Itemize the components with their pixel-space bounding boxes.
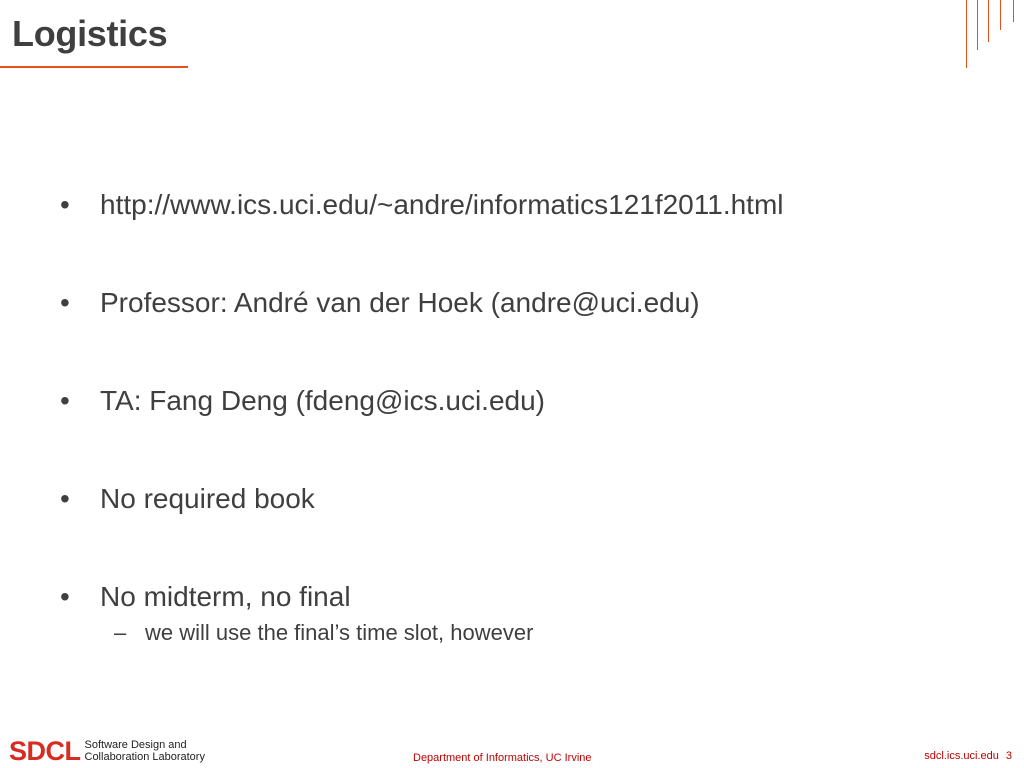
lab-name [85, 739, 205, 763]
slide-title: Logistics [12, 13, 168, 54]
decorative-line-4 [1000, 0, 1001, 30]
bullet-course-url: • http://www.ics.uci.edu/~andre/informatics121f2011.html [60, 184, 1000, 226]
sdcl-logo [9, 735, 205, 767]
department-label: Department of Informatics, UC Irvine [413, 752, 592, 764]
title-underline [0, 66, 188, 68]
decorative-line-3 [988, 0, 989, 42]
footer-right [924, 750, 1012, 762]
page-number: 3 [1005, 750, 1012, 762]
bullet-exams: • No midterm, no final [60, 576, 1000, 618]
lab-name-line-2: Collaboration Laboratory [84, 751, 205, 763]
decorative-line-1 [966, 0, 967, 68]
bullet-list [60, 184, 1000, 648]
lab-name-line-1: Software Design and [84, 739, 187, 751]
sub-bullet-final-slot: – we will use the final’s time slot, however [100, 618, 1000, 648]
bullet-ta: • TA: Fang Deng (fdeng@ics.uci.edu) [60, 380, 1000, 422]
decorative-line-5 [1013, 0, 1014, 22]
decorative-line-2 [977, 0, 978, 50]
site-label: sdcl.ics.uci.edu [924, 750, 999, 762]
logo-mark: SDCL [9, 736, 81, 766]
bullet-book: • No required book [60, 478, 1000, 520]
bullet-professor: • Professor: André van der Hoek (andre@uci.edu) [60, 282, 1000, 324]
